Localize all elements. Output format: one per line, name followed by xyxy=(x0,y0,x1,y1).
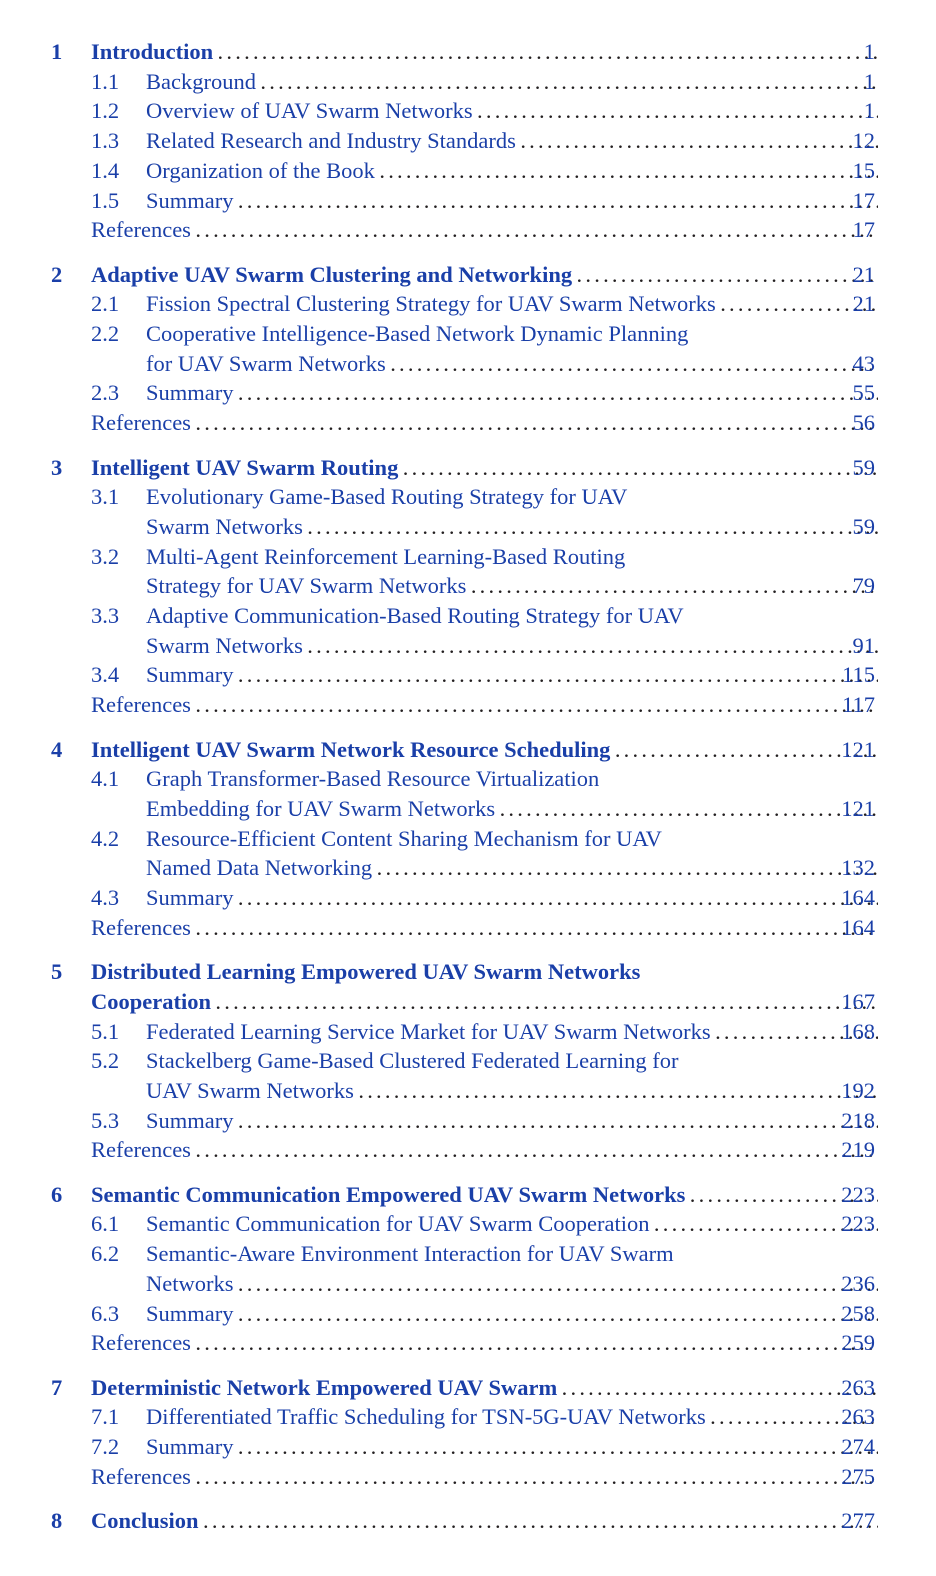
section-number: 1.3 xyxy=(91,128,120,154)
toc-entry-line[interactable] xyxy=(0,1432,936,1462)
entry-title-wrap xyxy=(146,631,878,661)
section-number: 1.1 xyxy=(91,68,120,94)
references-link[interactable]: References xyxy=(91,1137,191,1163)
page-number[interactable]: 59 xyxy=(852,513,875,539)
section-number: 3.1 xyxy=(91,484,120,510)
toc-chapter-line[interactable] xyxy=(0,260,936,290)
entry-title-wrap xyxy=(146,660,878,690)
entry-title[interactable]: Intelligent UAV Swarm Network Resource Scheduling xyxy=(91,736,611,762)
page-number[interactable]: 218 xyxy=(841,1107,875,1133)
page-number[interactable]: 91 xyxy=(852,632,875,658)
page-number[interactable]: 192 xyxy=(841,1077,875,1103)
page-number[interactable]: 1 xyxy=(863,98,875,124)
entry-title-wrap xyxy=(146,1299,878,1329)
entry-title-wrap xyxy=(91,37,878,67)
entry-title-wrap xyxy=(146,764,878,794)
entry-title[interactable]: Summary xyxy=(146,380,234,406)
toc-entry-line[interactable] xyxy=(0,1299,936,1329)
toc-entry-line[interactable] xyxy=(0,660,936,690)
entry-title[interactable]: Summary xyxy=(146,662,234,688)
page-number[interactable]: 115 xyxy=(842,662,875,688)
chapter-number: 8 xyxy=(51,1508,63,1534)
references-link[interactable]: References xyxy=(91,1463,191,1489)
toc-entry-line[interactable] xyxy=(0,1402,936,1432)
entry-title-wrap xyxy=(91,690,878,720)
toc-entry-line[interactable] xyxy=(0,1046,936,1076)
page-number[interactable]: 21 xyxy=(852,291,875,317)
references-link[interactable]: References xyxy=(91,217,191,243)
entry-title[interactable]: Semantic Communication Empowered UAV Swarm Networks xyxy=(91,1181,686,1207)
entry-title[interactable]: Distributed Learning Empowered UAV Swarm Networks xyxy=(91,959,641,985)
toc-entry-line[interactable] xyxy=(0,156,936,186)
entry-title[interactable]: Resource-Efficient Content Sharing Mechanism for UAV xyxy=(146,825,662,851)
toc-entry-line[interactable] xyxy=(0,1209,936,1239)
entry-title-wrap xyxy=(91,408,878,438)
entry-title[interactable]: Graph Transformer-Based Resource Virtualization xyxy=(146,766,600,792)
entry-title-wrap xyxy=(146,794,878,824)
toc-entry-line[interactable] xyxy=(0,913,936,943)
page-number[interactable]: 258 xyxy=(841,1300,875,1326)
references-link[interactable]: References xyxy=(91,692,191,718)
toc-entry-line[interactable] xyxy=(0,1269,936,1299)
page-number[interactable]: 263 xyxy=(841,1404,875,1430)
section-number: 2.1 xyxy=(91,291,120,317)
entry-title-wrap xyxy=(91,913,878,943)
page-number[interactable]: 21 xyxy=(852,261,875,287)
section-number: 7.1 xyxy=(91,1404,120,1430)
toc-entry-line[interactable] xyxy=(0,1106,936,1136)
page-number[interactable]: 263 xyxy=(841,1374,875,1400)
toc-chapter-line[interactable] xyxy=(0,1373,936,1403)
entry-title[interactable]: Semantic-Aware Environment Interaction for UAV Swarm xyxy=(146,1241,674,1267)
entry-title-wrap xyxy=(91,735,878,765)
toc-chapter-line[interactable] xyxy=(0,453,936,483)
entry-title-wrap xyxy=(146,1106,878,1136)
entry-title-wrap xyxy=(91,957,878,987)
entry-title-wrap xyxy=(146,1017,878,1047)
page-number[interactable]: 1 xyxy=(863,68,875,94)
toc-entry-line[interactable] xyxy=(0,378,936,408)
entry-title[interactable]: Named Data Networking xyxy=(146,855,373,881)
toc-entry-line[interactable] xyxy=(0,631,936,661)
page-number[interactable]: 164 xyxy=(841,885,875,910)
entry-title[interactable]: Cooperation xyxy=(91,988,211,1014)
page-number[interactable]: 132 xyxy=(841,855,875,881)
page-number[interactable]: 1 xyxy=(863,39,875,64)
entry-title-wrap xyxy=(146,1209,878,1239)
page-number[interactable]: 223 xyxy=(841,1181,875,1207)
page-number[interactable]: 55 xyxy=(852,380,875,406)
chapter-number: 4 xyxy=(51,736,63,762)
section-number: 6.3 xyxy=(91,1300,120,1326)
toc-entry-line[interactable] xyxy=(0,690,936,720)
entry-title[interactable]: Strategy for UAV Swarm Networks xyxy=(146,573,467,599)
entry-title-wrap xyxy=(91,260,878,290)
section-number: 4.2 xyxy=(91,825,120,851)
toc-entry-line[interactable] xyxy=(0,764,936,794)
page-number[interactable]: 12 xyxy=(852,128,875,154)
toc-entry-line[interactable] xyxy=(0,601,936,631)
section-number: 4.1 xyxy=(91,766,120,792)
entry-title[interactable]: Differentiated Traffic Scheduling for TSN-5G-UAV Networks xyxy=(146,1404,706,1430)
entry-title[interactable]: Deterministic Network Empowered UAV Swarm xyxy=(91,1374,558,1400)
entry-title-wrap xyxy=(91,453,878,483)
page-number[interactable]: 17 xyxy=(852,217,875,243)
toc-entry-line[interactable] xyxy=(0,126,936,156)
entry-title[interactable]: Related Research and Industry Standards xyxy=(146,128,516,154)
entry-title[interactable]: Introduction xyxy=(91,39,214,64)
page-number[interactable]: 236 xyxy=(841,1270,875,1296)
entry-title[interactable]: Summary xyxy=(146,1434,234,1459)
section-number: 4.3 xyxy=(91,885,120,910)
page-number[interactable]: 167 xyxy=(841,988,875,1014)
section-number: 6.2 xyxy=(91,1241,120,1267)
entry-title[interactable]: Multi-Agent Reinforcement Learning-Based Routing xyxy=(146,543,626,569)
section-number: 6.1 xyxy=(91,1211,120,1237)
entry-title-wrap xyxy=(146,853,878,883)
page-number[interactable]: 15 xyxy=(852,157,875,183)
section-number: 2.3 xyxy=(91,380,120,406)
page-number[interactable]: 121 xyxy=(841,736,875,762)
toc-entry-line[interactable] xyxy=(0,289,936,319)
toc-entry-line[interactable] xyxy=(0,1076,936,1106)
chapter-number: 5 xyxy=(51,959,63,985)
toc-chapter-line[interactable] xyxy=(0,37,936,67)
entry-title[interactable]: Semantic Communication for UAV Swarm Cooperation xyxy=(146,1211,650,1237)
entry-title-wrap xyxy=(146,542,878,572)
entry-title[interactable]: Summary xyxy=(146,885,234,910)
entry-title[interactable]: Overview of UAV Swarm Networks xyxy=(146,98,473,124)
entry-title[interactable]: Summary xyxy=(146,1300,234,1326)
toc-entry-line[interactable] xyxy=(0,1017,936,1047)
chapter-number: 6 xyxy=(51,1181,63,1207)
toc-entry-line[interactable] xyxy=(0,319,936,349)
entry-title[interactable]: Adaptive Communication-Based Routing Strategy for UAV xyxy=(146,603,684,628)
section-number: 5.1 xyxy=(91,1018,120,1044)
page-number[interactable]: 43 xyxy=(852,350,875,376)
toc-entry-line[interactable] xyxy=(0,824,936,854)
entry-title-wrap xyxy=(146,156,878,186)
entry-title-wrap xyxy=(146,1269,878,1299)
toc-entry-line[interactable] xyxy=(0,215,936,245)
section-number: 5.2 xyxy=(91,1048,120,1074)
entry-title-wrap xyxy=(146,67,878,97)
page-number[interactable]: 79 xyxy=(852,573,875,599)
section-number: 2.2 xyxy=(91,321,120,346)
toc-chapter-line[interactable] xyxy=(0,987,936,1017)
entry-title-wrap xyxy=(146,1239,878,1269)
page-number[interactable]: 117 xyxy=(842,692,875,718)
entry-title[interactable]: Stackelberg Game-Based Clustered Federated Learning for xyxy=(146,1048,679,1074)
toc-chapter-line[interactable] xyxy=(0,1180,936,1210)
entry-title[interactable]: Federated Learning Service Market for UAV Swarm Networks xyxy=(146,1018,711,1044)
entry-title-wrap xyxy=(91,987,878,1017)
entry-title-wrap xyxy=(146,186,878,216)
page-number[interactable]: 223 xyxy=(841,1211,875,1237)
toc-entry-line[interactable] xyxy=(0,1239,936,1269)
page-number[interactable]: 259 xyxy=(841,1330,875,1356)
entry-title[interactable]: Networks xyxy=(146,1270,234,1296)
entry-title-wrap xyxy=(146,1076,878,1106)
entry-title-wrap xyxy=(91,215,878,245)
entry-title[interactable]: Background xyxy=(146,68,256,94)
toc-entry-line[interactable] xyxy=(0,96,936,126)
toc-entry-line[interactable] xyxy=(0,1135,936,1165)
toc-entry-line[interactable] xyxy=(0,408,936,438)
section-number: 7.2 xyxy=(91,1434,120,1459)
entry-title-wrap xyxy=(91,1180,878,1210)
toc-entry-line[interactable] xyxy=(0,482,936,512)
entry-title-wrap xyxy=(146,482,878,512)
entry-title[interactable]: Intelligent UAV Swarm Routing xyxy=(91,454,399,480)
toc-entry-line[interactable] xyxy=(0,349,936,379)
entry-title[interactable]: Swarm Networks xyxy=(146,632,303,658)
entry-title-wrap xyxy=(146,883,878,913)
page-number[interactable]: 277 xyxy=(841,1508,875,1534)
entry-title-wrap xyxy=(146,126,878,156)
page-number[interactable]: 275 xyxy=(841,1463,875,1489)
page-number[interactable]: 164 xyxy=(841,914,875,940)
page-number[interactable]: 219 xyxy=(841,1137,875,1163)
toc-entry-line[interactable] xyxy=(0,883,936,913)
entry-title-wrap xyxy=(91,1506,878,1536)
toc-entry-line[interactable] xyxy=(0,1462,936,1492)
entry-title[interactable]: Adaptive UAV Swarm Clustering and Networking xyxy=(91,261,573,287)
toc-entry-line[interactable] xyxy=(0,1328,936,1358)
entry-title-wrap xyxy=(91,1328,878,1358)
toc-entry-line[interactable] xyxy=(0,186,936,216)
toc-entry-line[interactable] xyxy=(0,512,936,542)
entry-title[interactable]: Organization of the Book xyxy=(146,157,375,183)
references-link[interactable]: References xyxy=(91,1330,191,1356)
entry-title-wrap xyxy=(146,601,878,631)
toc-entry-line[interactable] xyxy=(0,67,936,97)
entry-title[interactable]: Swarm Networks xyxy=(146,513,303,539)
chapter-number: 3 xyxy=(51,454,63,480)
page-number[interactable]: 17 xyxy=(852,187,875,213)
page-number[interactable]: 121 xyxy=(841,795,875,821)
entry-title-wrap xyxy=(91,1373,878,1403)
toc-entry-line[interactable] xyxy=(0,571,936,601)
entry-title-wrap xyxy=(91,1462,878,1492)
references-link[interactable]: References xyxy=(91,914,191,940)
entry-title[interactable]: for UAV Swarm Networks xyxy=(146,350,386,376)
page-number[interactable]: 56 xyxy=(852,410,875,436)
entry-title-wrap xyxy=(146,824,878,854)
section-number: 5.3 xyxy=(91,1107,120,1133)
references-link[interactable]: References xyxy=(91,410,191,436)
entry-title-wrap xyxy=(146,571,878,601)
entry-title-wrap xyxy=(146,349,878,379)
toc-entry-line[interactable] xyxy=(0,794,936,824)
entry-title[interactable]: Fission Spectral Clustering Strategy for UAV Swarm Networks xyxy=(146,291,716,317)
section-number: 1.4 xyxy=(91,157,120,183)
entry-title[interactable]: Cooperative Intelligence-Based Network Dynamic Planning xyxy=(146,321,689,346)
entry-title-wrap xyxy=(146,1402,878,1432)
entry-title[interactable]: Evolutionary Game-Based Routing Strategy for UAV xyxy=(146,484,628,510)
entry-title-wrap xyxy=(146,378,878,408)
toc-chapter-line[interactable] xyxy=(0,957,936,987)
chapter-number: 7 xyxy=(51,1374,63,1400)
toc-chapter-line[interactable] xyxy=(0,735,936,765)
chapter-number: 2 xyxy=(51,261,63,287)
entry-title-wrap xyxy=(146,289,878,319)
toc-entry-line[interactable] xyxy=(0,853,936,883)
entry-title-wrap xyxy=(91,1135,878,1165)
entry-title-wrap xyxy=(146,512,878,542)
entry-title[interactable]: UAV Swarm Networks xyxy=(146,1077,354,1103)
entry-title-wrap xyxy=(146,1432,878,1462)
entry-title-wrap xyxy=(146,1046,878,1076)
section-number: 3.4 xyxy=(91,662,120,688)
section-number: 1.2 xyxy=(91,98,120,124)
toc-chapter-line[interactable] xyxy=(0,1506,936,1536)
page-number[interactable]: 168 xyxy=(841,1018,875,1044)
entry-title-wrap xyxy=(146,96,878,126)
entry-title[interactable]: Conclusion xyxy=(91,1508,199,1534)
section-number: 3.3 xyxy=(91,603,120,628)
entry-title[interactable]: Embedding for UAV Swarm Networks xyxy=(146,795,496,821)
chapter-number: 1 xyxy=(51,39,63,64)
section-number: 1.5 xyxy=(91,187,120,213)
page-number[interactable]: 274 xyxy=(841,1434,875,1459)
page-number[interactable]: 59 xyxy=(852,454,875,480)
entry-title[interactable]: Summary xyxy=(146,187,234,213)
entry-title[interactable]: Summary xyxy=(146,1107,234,1133)
toc-entry-line[interactable] xyxy=(0,542,936,572)
section-number: 3.2 xyxy=(91,543,120,569)
entry-title-wrap xyxy=(146,319,878,349)
